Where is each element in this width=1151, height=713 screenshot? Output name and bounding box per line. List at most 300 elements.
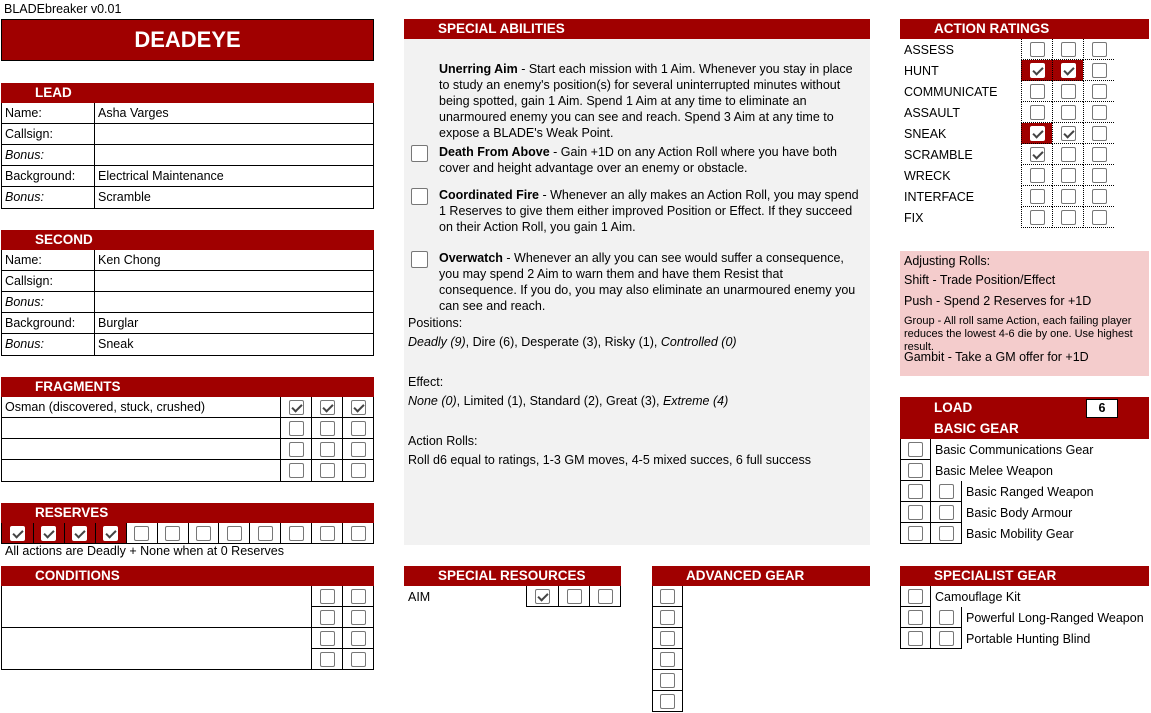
ability-checkbox[interactable]: [411, 188, 428, 205]
checkbox[interactable]: [1030, 126, 1045, 141]
ability-name: Death From Above: [439, 145, 550, 159]
basic-gear-check-cell: [900, 439, 931, 460]
advanced-gear-row: [652, 586, 870, 607]
checkbox[interactable]: [289, 463, 304, 478]
basic-gear-check-cell: [900, 481, 931, 502]
fragment-row: [2, 460, 373, 481]
condition-check-cell: [342, 649, 373, 670]
action-rating-label: ASSAULT: [904, 105, 961, 120]
adjusting-title: Adjusting Rolls:: [904, 254, 991, 268]
specialist-gear-section: [900, 566, 1149, 649]
fragments-header: FRAGMENTS: [1, 377, 374, 397]
checkbox[interactable]: [1061, 105, 1076, 120]
action-rating-label: SNEAK: [904, 126, 947, 141]
fragment-check-cell: [280, 397, 311, 418]
checkbox[interactable]: [1092, 105, 1107, 120]
advanced-gear-header: ADVANCED GEAR: [652, 566, 870, 586]
checkbox[interactable]: [908, 442, 923, 457]
specialist-gear-check-cell: [931, 607, 962, 628]
condition-check-row: [311, 586, 373, 607]
specialist-gear-header: SPECIALIST GEAR: [900, 566, 1149, 586]
aim-check-cell: [527, 586, 558, 606]
position-middle: , Dire (6), Desperate (3), Risky (1),: [465, 335, 661, 349]
action-rating-cell: [1083, 207, 1114, 228]
special-ability: [404, 144, 870, 176]
ability-text: [439, 144, 864, 176]
checkbox[interactable]: [1030, 147, 1045, 162]
checkbox[interactable]: [351, 652, 366, 667]
action-rating-label: INTERFACE: [904, 189, 975, 204]
lead-field-value[interactable]: [95, 124, 373, 144]
lead-field-label: Callsign:: [2, 124, 95, 144]
specialist-gear-check-cell: [931, 628, 962, 649]
second-field-value[interactable]: [95, 292, 373, 312]
checkbox[interactable]: [1061, 210, 1076, 225]
effect-middle: , Limited (1), Standard (2), Great (3),: [456, 394, 663, 408]
second-field-label: Name:: [2, 250, 95, 270]
action-ratings-section: [900, 19, 1149, 228]
checkbox[interactable]: [41, 526, 56, 541]
basic-gear-label: Basic Ranged Weapon: [966, 484, 1094, 499]
action-rating-cell: [1021, 102, 1052, 123]
lead-field-value[interactable]: Electrical Maintenance: [98, 169, 224, 183]
reserve-cell: [2, 523, 33, 543]
basic-gear-check-cell: [900, 523, 931, 544]
action-rating-cell: [1083, 144, 1114, 165]
app-title: BLADEbreaker v0.01: [4, 2, 122, 16]
advanced-gear-check-cell: [652, 691, 683, 712]
basic-gear-row: [900, 439, 1149, 460]
basic-gear-check-cell: [900, 502, 931, 523]
action-rating-cell: [1052, 81, 1083, 102]
effect-none: None (0): [408, 394, 457, 408]
ability-name: Overwatch: [439, 251, 503, 265]
action-rating-label: ASSESS: [904, 42, 955, 57]
action-rating-cell: [1052, 207, 1083, 228]
reserve-cell: [311, 523, 342, 543]
checkbox[interactable]: [939, 484, 954, 499]
ability-name: Coordinated Fire: [439, 188, 540, 202]
checkbox[interactable]: [1030, 84, 1045, 99]
fragment-row: [2, 439, 373, 460]
checkbox[interactable]: [351, 631, 366, 646]
checkbox[interactable]: [660, 610, 675, 625]
lead-row: [2, 103, 373, 124]
checkbox[interactable]: [1061, 63, 1076, 78]
fragment-check-cell: [311, 397, 342, 418]
ability-text: [439, 61, 864, 141]
reserves-header: RESERVES: [1, 503, 374, 523]
checkbox[interactable]: [289, 442, 304, 457]
checkbox[interactable]: [660, 631, 675, 646]
checkbox[interactable]: [908, 526, 923, 541]
basic-gear-row: [900, 502, 1149, 523]
lead-field-value[interactable]: [95, 145, 373, 165]
second-row: [2, 292, 373, 313]
basic-gear-row: [900, 460, 1149, 481]
special-ability: [404, 250, 870, 314]
condition-slot[interactable]: [2, 586, 311, 628]
ability-name: Unerring Aim: [439, 62, 518, 76]
action-rating-cell: [1021, 144, 1052, 165]
reserve-cell: [280, 523, 311, 543]
second-section: [1, 230, 374, 356]
condition-check-row: [311, 628, 373, 649]
checkbox[interactable]: [908, 463, 923, 478]
checkbox[interactable]: [320, 421, 335, 436]
second-grid: [1, 250, 374, 356]
checkbox[interactable]: [908, 631, 923, 646]
specialist-gear-check-cell: [900, 628, 931, 649]
checkbox[interactable]: [320, 400, 335, 415]
ability-description: - Start each mission with 1 Aim. Whenever you stay in place to study an enemy's position(s) for several uninterrupted minutes without being spotted, gain 1 Aim. Spend 1 Aim at any time to eliminate an unarmoured enemy you can see and reach. Spend 3 Aim at any time to expose a BLADE's Weak Point.: [439, 62, 853, 140]
action-rating-label: SCRAMBLE: [904, 147, 973, 162]
ability-description: - Whenever an ally you can see would suffer a consequence, you may spend 2 Aim to warn them and have them Resist that consequence. If you do, you may also eliminate an unarmoured enemy you can see and reach.: [439, 251, 856, 313]
checkbox[interactable]: [196, 526, 211, 541]
checkbox[interactable]: [289, 400, 304, 415]
specialist-gear-row: [900, 586, 1149, 607]
lead-field-label: Bonus:: [2, 145, 95, 165]
action-rating-row: [900, 165, 1149, 186]
reserve-cell: [188, 523, 219, 543]
checkbox[interactable]: [72, 526, 87, 541]
basic-gear-row: [900, 481, 1149, 502]
specialist-gear-row: [900, 628, 1149, 649]
adjusting-group: Group - All roll same Action, each failing player reduces the lowest 4-6 die by one. Use highest result.: [904, 315, 1133, 353]
checkbox[interactable]: [258, 526, 273, 541]
lead-section: [1, 83, 374, 209]
condition-check-row: [311, 649, 373, 670]
ability-checkbox[interactable]: [411, 251, 428, 268]
action-rating-row: [900, 186, 1149, 207]
adjusting-gambit: Gambit - Take a GM offer for +1D: [904, 350, 1089, 364]
basic-gear-label: Basic Mobility Gear: [966, 526, 1074, 541]
action-rating-cell: [1021, 60, 1052, 81]
checkbox[interactable]: [320, 463, 335, 478]
load-label: LOAD: [934, 400, 973, 415]
fragment-check-cell: [280, 418, 311, 439]
action-rating-cell: [1083, 81, 1114, 102]
fragment-text[interactable]: [2, 418, 280, 438]
checkbox[interactable]: [1061, 168, 1076, 183]
action-rating-row: [900, 207, 1149, 228]
second-field-value[interactable]: [95, 271, 373, 291]
second-field-value[interactable]: Burglar: [98, 316, 139, 330]
lead-field-value[interactable]: Asha Varges: [98, 106, 169, 120]
conditions-header: CONDITIONS: [1, 566, 374, 586]
reserve-cell: [126, 523, 157, 543]
special-ability: [404, 61, 870, 141]
checkbox[interactable]: [1092, 63, 1107, 78]
condition-slot[interactable]: [2, 628, 311, 670]
reserve-cell: [64, 523, 95, 543]
basic-gear-label: Basic Body Armour: [966, 505, 1073, 520]
checkbox[interactable]: [660, 673, 675, 688]
ability-checkbox[interactable]: [411, 145, 428, 162]
checkbox[interactable]: [908, 484, 923, 499]
action-rating-cell: [1052, 165, 1083, 186]
action-rating-cell: [1083, 123, 1114, 144]
action-rating-row: [900, 39, 1149, 60]
checkbox[interactable]: [351, 442, 366, 457]
position-deadly: Deadly (9): [408, 335, 466, 349]
special-abilities-section: [404, 19, 870, 545]
action-rating-cell: [1021, 186, 1052, 207]
checkbox[interactable]: [1061, 147, 1076, 162]
gear-section: [900, 397, 1149, 544]
checkbox[interactable]: [227, 526, 242, 541]
action-rolls-label: Action Rolls:: [408, 434, 478, 448]
ability-description: - Gain +1D on any Action Roll where you have both cover and height advantage over an enemy or obstacle.: [439, 145, 837, 175]
checkbox[interactable]: [1061, 126, 1076, 141]
lead-row: [2, 124, 373, 145]
action-rating-row: [900, 81, 1149, 102]
effect-label: Effect:: [408, 375, 444, 389]
checkbox[interactable]: [1092, 189, 1107, 204]
advanced-gear-section: [652, 566, 870, 712]
checkbox[interactable]: [320, 589, 335, 604]
checkbox[interactable]: [1061, 84, 1076, 99]
basic-gear-label: Basic Communications Gear: [935, 442, 1094, 457]
checkbox[interactable]: [351, 610, 366, 625]
lead-field-label: Bonus:: [2, 187, 95, 208]
checkbox[interactable]: [1061, 189, 1076, 204]
fragment-check-cell: [280, 439, 311, 460]
reserve-cell: [33, 523, 64, 543]
advanced-gear-check-cell: [652, 586, 683, 607]
conditions-section: [1, 566, 374, 670]
advanced-gear-row: [652, 628, 870, 649]
second-row: [2, 271, 373, 292]
action-rating-cell: [1021, 165, 1052, 186]
action-rating-cell: [1021, 81, 1052, 102]
action-rating-cell: [1021, 123, 1052, 144]
advanced-gear-row: [652, 691, 870, 712]
aim-row: [404, 586, 621, 607]
advanced-gear-row: [652, 649, 870, 670]
condition-check-cell: [342, 586, 373, 607]
checkbox[interactable]: [1030, 105, 1045, 120]
fragment-row: [2, 418, 373, 439]
condition-check-cell: [311, 607, 342, 628]
ability-text: [439, 187, 864, 235]
second-field-value[interactable]: Sneak: [98, 337, 134, 351]
checkbox[interactable]: [598, 589, 613, 604]
specialist-gear-check-cell: [900, 586, 931, 607]
fragments-section: [1, 377, 374, 482]
action-rating-cell: [1083, 186, 1114, 207]
action-rating-cell: [1083, 102, 1114, 123]
lead-field-value[interactable]: Scramble: [98, 190, 151, 204]
lead-row: [2, 166, 373, 187]
checkbox[interactable]: [939, 505, 954, 520]
checkbox[interactable]: [1030, 63, 1045, 78]
load-header: [900, 397, 1149, 439]
lead-row: [2, 187, 373, 208]
action-rating-cell: [1052, 186, 1083, 207]
basic-gear-check-cell: [900, 460, 931, 481]
condition-check-cell: [342, 628, 373, 649]
ability-description: - Whenever an ally makes an Action Roll, you may spend 1 Reserves to give them either improved Position or Effect. If they succeed on their Action Roll, you gain 1 Aim.: [439, 188, 859, 234]
basic-gear-check-cell: [931, 523, 962, 544]
class-name: DEADEYE: [1, 19, 374, 61]
checkbox[interactable]: [103, 526, 118, 541]
condition-check-cell: [342, 607, 373, 628]
advanced-gear-row: [652, 670, 870, 691]
action-rating-cell: [1052, 102, 1083, 123]
basic-gear-check-cell: [931, 481, 962, 502]
reserve-cell: [342, 523, 373, 543]
checkbox[interactable]: [660, 694, 675, 709]
action-rating-cell: [1052, 123, 1083, 144]
checkbox[interactable]: [351, 400, 366, 415]
checkbox[interactable]: [1030, 210, 1045, 225]
lead-field-label: Name:: [2, 103, 95, 123]
checkbox[interactable]: [1092, 126, 1107, 141]
lead-row: [2, 145, 373, 166]
reserve-cell: [157, 523, 188, 543]
position-controlled: Controlled (0): [660, 335, 737, 349]
checkbox[interactable]: [351, 589, 366, 604]
checkbox[interactable]: [320, 631, 335, 646]
checkbox[interactable]: [535, 589, 550, 604]
action-rating-cell: [1021, 207, 1052, 228]
advanced-gear-check-cell: [652, 649, 683, 670]
checkbox[interactable]: [320, 526, 335, 541]
specialist-gear-check-cell: [900, 607, 931, 628]
positions-text: [408, 335, 863, 349]
checkbox[interactable]: [939, 631, 954, 646]
checkbox[interactable]: [1092, 147, 1107, 162]
checkbox[interactable]: [289, 421, 304, 436]
action-rating-label: HUNT: [904, 63, 939, 78]
checkbox[interactable]: [351, 421, 366, 436]
action-rating-cell: [1052, 60, 1083, 81]
checkbox[interactable]: [10, 526, 25, 541]
checkbox[interactable]: [1092, 168, 1107, 183]
special-resources-section: [404, 566, 621, 607]
lead-grid: [1, 103, 374, 209]
lead-header: LEAD: [1, 83, 374, 103]
checkbox[interactable]: [567, 589, 582, 604]
aim-check-cell: [589, 586, 620, 606]
condition-check-cell: [311, 649, 342, 670]
second-field-label: Background:: [2, 313, 95, 333]
action-rating-row: [900, 123, 1149, 144]
fragment-text[interactable]: Osman (discovered, stuck, crushed): [5, 400, 206, 414]
action-rolls-text: Roll d6 equal to ratings, 1-3 GM moves, 4-5 mixed succes, 6 full success: [408, 453, 811, 467]
conditions-grid: [1, 586, 374, 670]
fragment-check-cell: [342, 418, 373, 439]
checkbox[interactable]: [1092, 84, 1107, 99]
checkbox[interactable]: [1030, 42, 1045, 57]
lead-field-label: Background:: [2, 166, 95, 186]
reserve-cell: [218, 523, 249, 543]
basic-gear-check-cell: [931, 502, 962, 523]
fragment-check-cell: [311, 460, 342, 481]
second-row: [2, 313, 373, 334]
checkbox[interactable]: [939, 526, 954, 541]
checkbox[interactable]: [1092, 210, 1107, 225]
checkbox[interactable]: [320, 610, 335, 625]
fragment-check-cell: [311, 439, 342, 460]
basic-gear-label: Basic Melee Weapon: [935, 463, 1053, 478]
specialist-gear-label: Portable Hunting Blind: [966, 631, 1091, 646]
second-field-label: Bonus:: [2, 334, 95, 355]
fragments-grid: [1, 397, 374, 482]
second-field-label: Callsign:: [2, 271, 95, 291]
specialist-gear-label: Powerful Long-Ranged Weapon: [966, 610, 1144, 625]
checkbox[interactable]: [320, 652, 335, 667]
fragment-check-cell: [280, 460, 311, 481]
checkbox[interactable]: [908, 610, 923, 625]
action-rating-cell: [1083, 39, 1114, 60]
checkbox[interactable]: [1092, 42, 1107, 57]
fragment-check-cell: [342, 397, 373, 418]
fragment-check-cell: [342, 460, 373, 481]
adjusting-push: Push - Spend 2 Reserves for +1D: [904, 294, 1092, 308]
checkbox[interactable]: [908, 505, 923, 520]
adjusting-shift: Shift - Trade Position/Effect: [904, 273, 1056, 287]
special-resources-header: SPECIAL RESOURCES: [404, 566, 621, 586]
fragment-check-cell: [342, 439, 373, 460]
checkbox[interactable]: [1030, 168, 1045, 183]
checkbox[interactable]: [289, 526, 304, 541]
checkbox[interactable]: [908, 589, 923, 604]
action-rating-row: [900, 144, 1149, 165]
ability-text: [439, 250, 864, 314]
rules-reference: [408, 316, 863, 467]
checkbox[interactable]: [134, 526, 149, 541]
reserves-section: [1, 503, 374, 558]
advanced-gear-check-cell: [652, 670, 683, 691]
action-rating-row: [900, 102, 1149, 123]
checkbox[interactable]: [320, 442, 335, 457]
fragment-text[interactable]: [2, 439, 280, 459]
action-ratings-header: ACTION RATINGS: [900, 19, 1149, 39]
condition-check-cell: [311, 628, 342, 649]
effect-extreme: Extreme (4): [662, 394, 729, 408]
advanced-gear-check-cell: [652, 607, 683, 628]
advanced-gear-check-cell: [652, 628, 683, 649]
action-rating-cell: [1052, 144, 1083, 165]
checkbox[interactable]: [660, 652, 675, 667]
adjusting-rolls-panel: [900, 251, 1149, 376]
specialist-gear-row: [900, 607, 1149, 628]
reserve-cell: [249, 523, 280, 543]
action-rating-cell: [1021, 39, 1052, 60]
load-value[interactable]: 6: [1086, 399, 1118, 418]
second-row: [2, 334, 373, 355]
second-row: [2, 250, 373, 271]
checkbox[interactable]: [1030, 189, 1045, 204]
checkbox[interactable]: [351, 526, 366, 541]
special-abilities-header: SPECIAL ABILITIES: [404, 19, 870, 39]
second-field-value[interactable]: Ken Chong: [98, 253, 161, 267]
action-rating-label: FIX: [904, 210, 924, 225]
action-rating-cell: [1083, 60, 1114, 81]
checkbox[interactable]: [351, 463, 366, 478]
checkbox[interactable]: [165, 526, 180, 541]
basic-gear-header: BASIC GEAR: [934, 421, 1019, 436]
fragment-text[interactable]: [2, 460, 280, 481]
checkbox[interactable]: [939, 610, 954, 625]
checkbox[interactable]: [1061, 42, 1076, 57]
second-header: SECOND: [1, 230, 374, 250]
checkbox[interactable]: [660, 589, 675, 604]
positions-label: Positions:: [408, 316, 463, 330]
effect-text: [408, 394, 863, 408]
